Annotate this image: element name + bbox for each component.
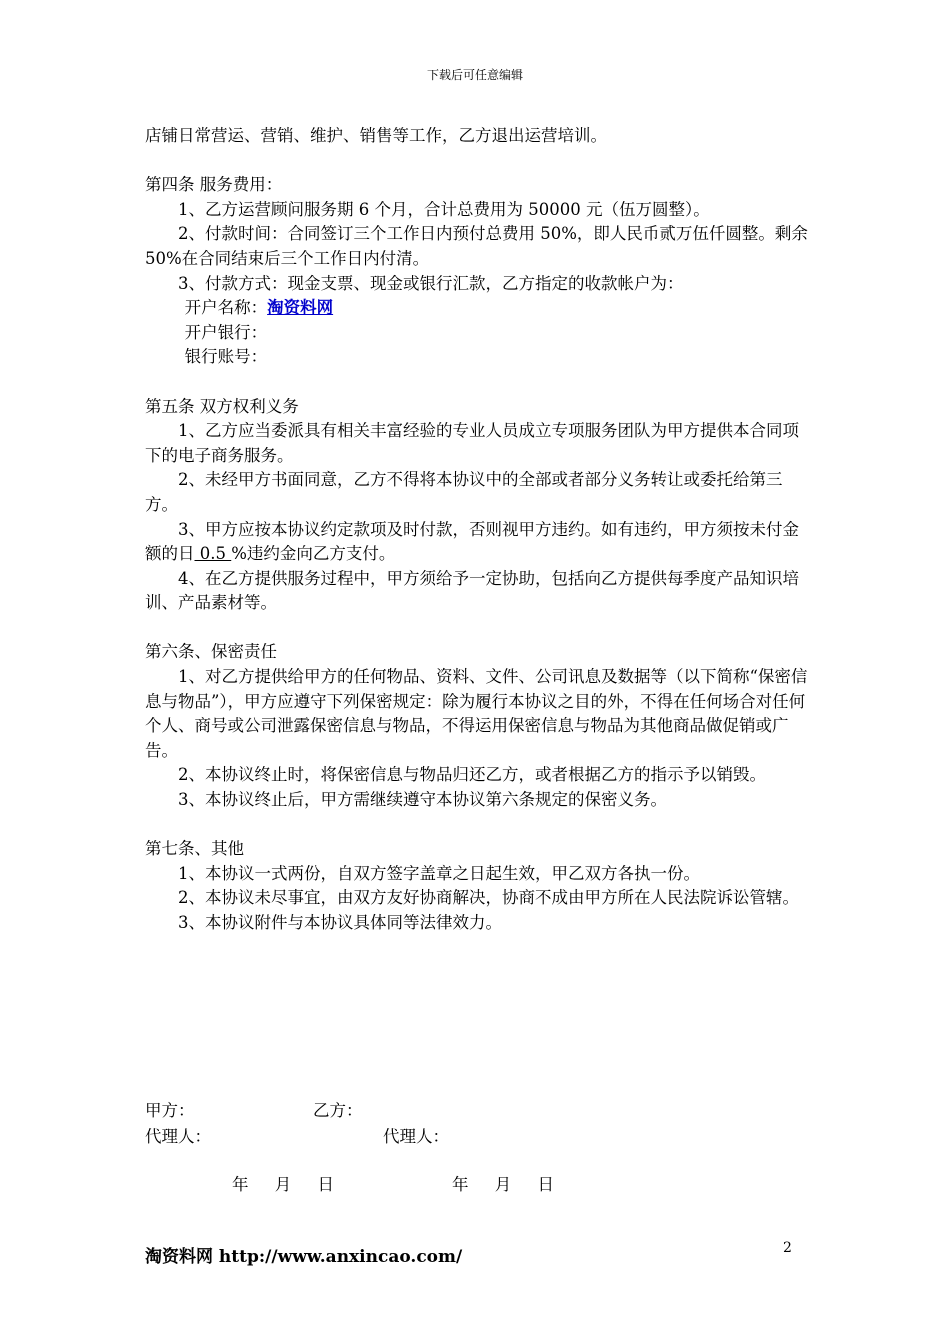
party-a-label: 甲方： [145,1101,195,1120]
clause-3-text-c: %违约金向乙方支付。 [231,544,396,564]
agent-b-label: 代理人： [383,1127,449,1146]
agent-a-label: 代理人： [145,1127,211,1146]
article-7-title: 第七条、其他 [145,839,244,859]
article-4-title: 第四条 服务费用： [145,175,283,195]
account-name-line [145,296,810,321]
article-7-clause-2: 2、本协议未尽事宜，由双方友好协商解决，协商不成由甲方所在人民法院诉讼管辖。 [178,888,799,908]
document-body [145,124,810,936]
article-6-clause-3: 3、本协议终止后，甲方需继续遵守本协议第六条规定的保密义务。 [178,790,667,810]
article-6-clause-2: 2、本协议终止时，将保密信息与物品归还乙方，或者根据乙方的指示予以销毁。 [178,765,766,785]
article-5-title: 第五条 双方权利义务 [145,396,299,416]
article-4-clause-1: 1、乙方运营顾问服务期 6 个月，合计总费用为 50000 元（伍万圆整）。 [178,199,710,219]
page-header: 下载后可任意编辑 [426,68,523,82]
article-6-clause-1: 1、对乙方提供给甲方的任何物品、资料、文件、公司讯息及数据等（以下简称“保密信息与物品”），甲方应遵守下列保密规定：除为履行本协议之目的外，不得在任何场合对任何个人、商号或公司泄露保密信息与物品，不得运用保密信息与物品为其他商品做促销或广告。 [145,667,808,760]
account-name-label: 开户名称： [184,298,268,318]
article-4-clause-3: 3、付款方式：现金支票、现金或银行汇款，乙方指定的收款帐户为： [178,273,684,293]
article-5-clause-2: 2、未经甲方书面同意，乙方不得将本协议中的全部或者部分义务转让或委托给第三方。 [145,470,783,514]
page-number: 2 [783,1240,792,1256]
footer-site: 淘资料网 http://www.anxincao.com/ [145,1247,463,1267]
article-7-clause-3: 3、本协议附件与本协议具体同等法律效力。 [178,913,502,932]
article-4-clause-2: 2、付款时间：合同签订三个工作日内预付总费用 50%，即人民币贰万伍仟圆整。剩余 50%在合同结束后三个工作日内付清。 [145,224,808,268]
account-number-label: 银行账号： [184,347,268,367]
penalty-rate: 0.5 [194,544,232,564]
date-b: 年 月 日 [452,1175,554,1194]
date-a: 年 月 日 [232,1175,334,1194]
article-5-clause-1: 1、乙方应当委派具有相关丰富经验的专业人员成立专项服务团队为甲方提供本合同项下的电子商务服务。 [145,421,799,465]
article-7-clause-1: 1、本协议一式两份，自双方签字盖章之日起生效，甲乙双方各执一份。 [178,863,700,883]
party-b-label: 乙方： [313,1101,363,1120]
bank-label: 开户银行： [184,322,268,342]
clause-3-text-a: 3、甲方应按本协议约定款项及时付款，否则视甲方违约。如有违约，甲方须按未付金额的日 [145,519,799,564]
article-6-title: 第六条、保密责任 [145,642,277,662]
continued-line: 店铺日常营运、营销、维护、销售等工作，乙方退出运营培训。 [145,126,607,145]
article-5-clause-4: 4、在乙方提供服务过程中，甲方须给予一定协助，包括向乙方提供每季度产品知识培训、产品素材等。 [145,568,799,613]
account-name-link[interactable]: 淘资料网 [267,298,334,318]
article-5-clause-3 [145,518,810,567]
